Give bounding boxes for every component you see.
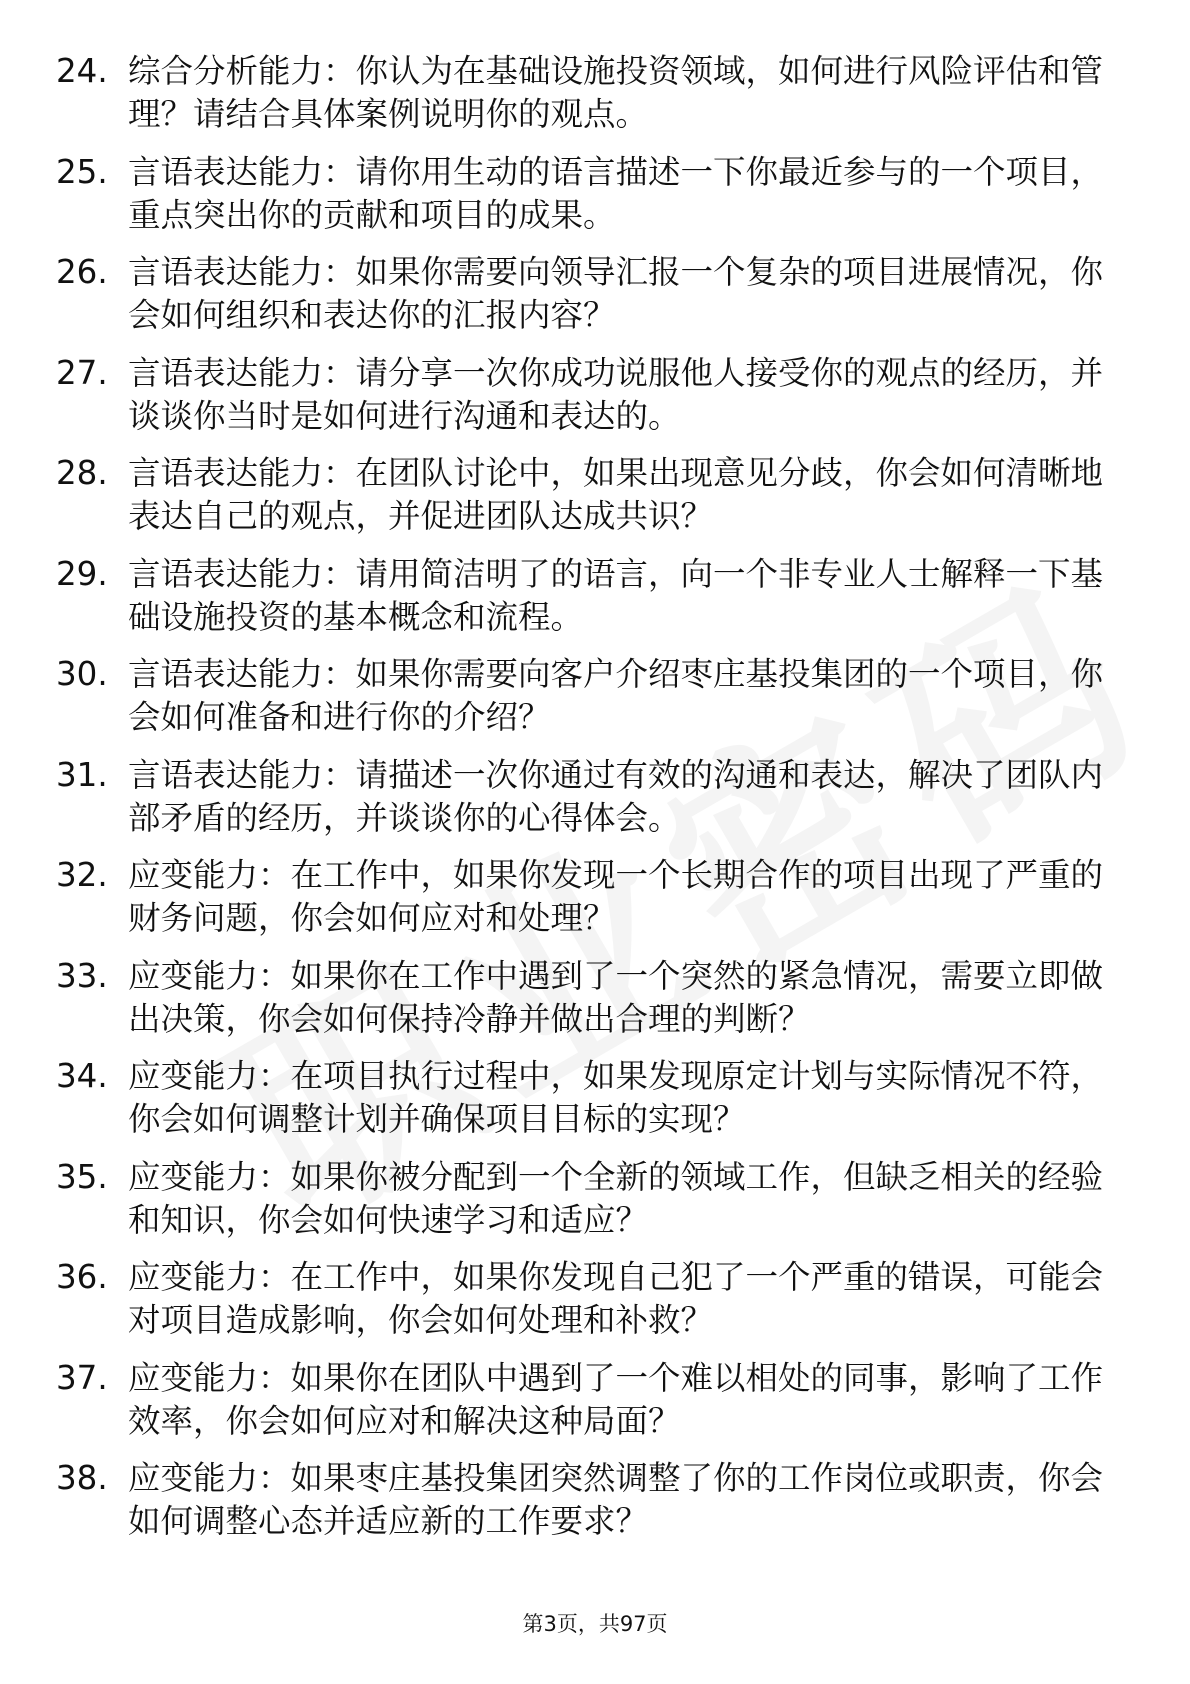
question-item xyxy=(56,1055,1116,1141)
question-number: 29. xyxy=(56,554,108,593)
question-text: 应变能力：如果你被分配到一个全新的领域工作，但缺乏相关的经验和知识，你会如何快速学习和适应？ xyxy=(128,1157,1104,1239)
question-item xyxy=(56,452,1116,538)
question-list xyxy=(56,50,1116,1558)
question-number: 31. xyxy=(56,755,108,794)
question-number: 33. xyxy=(56,956,108,995)
question-item xyxy=(56,151,1116,237)
question-number: 28. xyxy=(56,454,108,492)
question-text: 言语表达能力：请分享一次你成功说服他人接受你的观点的经历，并谈谈你当时是如何进行沟通和表达的。 xyxy=(128,353,1104,435)
question-number: 35. xyxy=(56,1157,108,1196)
question-text: 综合分析能力：你认为在基础设施投资领域，如何进行风险评估和管理？请结合具体案例说明你的观点。 xyxy=(128,52,1104,133)
question-item xyxy=(56,754,1116,840)
question-item xyxy=(56,1357,1116,1443)
question-text: 应变能力：如果你在团队中遇到了一个难以相处的同事，影响了工作效率，你会如何应对和解决这种局面？ xyxy=(128,1358,1104,1440)
question-text: 言语表达能力：如果你需要向领导汇报一个复杂的项目进展情况，你会如何组织和表达你的汇报内容？ xyxy=(128,253,1104,334)
question-item xyxy=(56,1457,1116,1543)
question-text: 应变能力：在项目执行过程中，如果发现原定计划与实际情况不符，你会如何调整计划并确保项目目标的实现？ xyxy=(128,1057,1104,1138)
question-text: 应变能力：如果枣庄基投集团突然调整了你的工作岗位或职责，你会如何调整心态并适应新的工作要求？ xyxy=(128,1459,1104,1540)
question-number: 38. xyxy=(56,1459,108,1497)
question-item xyxy=(56,1156,1116,1242)
question-text: 应变能力：在工作中，如果你发现一个长期合作的项目出现了严重的财务问题，你会如何应对和处理？ xyxy=(128,856,1104,937)
question-number: 27. xyxy=(56,353,108,392)
question-text: 言语表达能力：请用简洁明了的语言，向一个非专业人士解释一下基础设施投资的基本概念和流程。 xyxy=(128,554,1104,636)
question-item xyxy=(56,251,1116,337)
question-item xyxy=(56,553,1116,639)
question-number: 37. xyxy=(56,1358,108,1397)
question-item xyxy=(56,955,1116,1041)
question-item xyxy=(56,1256,1116,1342)
question-number: 25. xyxy=(56,152,108,191)
question-number: 30. xyxy=(56,655,108,693)
question-number: 34. xyxy=(56,1057,108,1095)
page-number-footer: 第3页，共97页 xyxy=(522,1612,668,1636)
question-number: 32. xyxy=(56,856,108,894)
question-text: 言语表达能力：在团队讨论中，如果出现意见分歧，你会如何清晰地表达自己的观点，并促进团队达成共识？ xyxy=(128,454,1104,535)
question-number: 24. xyxy=(56,52,108,90)
question-text: 应变能力：在工作中，如果你发现自己犯了一个严重的错误，可能会对项目造成影响，你会如何处理和补救？ xyxy=(128,1258,1104,1339)
question-item xyxy=(56,352,1116,438)
question-number: 26. xyxy=(56,253,108,291)
question-text: 言语表达能力：请你用生动的语言描述一下你最近参与的一个项目，重点突出你的贡献和项目的成果。 xyxy=(128,152,1104,234)
question-item xyxy=(56,854,1116,940)
question-item xyxy=(56,50,1116,136)
question-text: 应变能力：如果你在工作中遇到了一个突然的紧急情况，需要立即做出决策，你会如何保持冷静并做出合理的判断？ xyxy=(128,956,1104,1038)
question-text: 言语表达能力：请描述一次你通过有效的沟通和表达，解决了团队内部矛盾的经历，并谈谈你的心得体会。 xyxy=(128,755,1104,837)
question-item xyxy=(56,653,1116,739)
question-text: 言语表达能力：如果你需要向客户介绍枣庄基投集团的一个项目，你会如何准备和进行你的介绍？ xyxy=(128,655,1104,736)
question-number: 36. xyxy=(56,1258,108,1296)
